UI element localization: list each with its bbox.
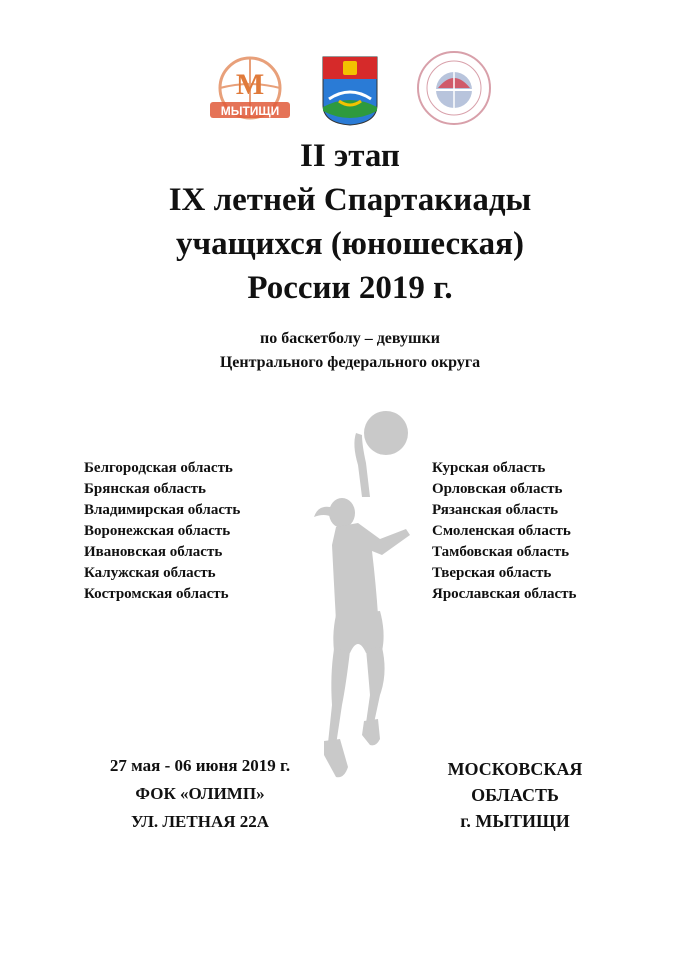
basketball-federation-logo-icon: [416, 50, 492, 126]
event-dates: 27 мая - 06 июня 2019 г.: [109, 756, 291, 775]
location-line-1: МОСКОВСКАЯ: [447, 759, 583, 779]
mytishchi-club-logo-icon: [206, 54, 294, 128]
subtitle-line-1: по баскетболу – девушки: [260, 330, 440, 347]
subtitle: [0, 327, 700, 375]
region-item: Смоленская область: [432, 523, 571, 539]
event-address: УЛ. ЛЕТНАЯ 22А: [130, 812, 270, 831]
region-item: Тверская область: [432, 565, 552, 581]
title-line-3: учащихся (юношеская): [176, 226, 524, 262]
location-line-3: г. МЫТИЩИ: [460, 811, 570, 831]
region-item: Брянская область: [84, 481, 206, 497]
region-item: Костромская область: [84, 586, 229, 602]
svg-text:М: М: [235, 68, 265, 101]
region-item: Ивановская область: [84, 544, 223, 560]
subtitle-line-2: Центрального федерального округа: [219, 354, 481, 371]
region-item: Белгородская область: [84, 460, 233, 476]
title-line-2: IX летней Спартакиады: [168, 182, 532, 218]
svg-text:МЫТИЩИ: МЫТИЩИ: [220, 104, 280, 118]
location-line-2: ОБЛАСТЬ: [471, 785, 559, 805]
region-item: Калужская область: [84, 565, 216, 581]
basketball-player-silhouette-icon: [296, 405, 426, 785]
region-item: Тамбовская область: [432, 544, 569, 560]
title-line-1: II этап: [300, 138, 400, 174]
region-item: Рязанская область: [432, 502, 558, 518]
main-title: [0, 134, 700, 310]
event-venue: ФОК «ОЛИМП»: [135, 784, 265, 803]
region-item: Ярославская область: [432, 586, 577, 602]
region-item: Курская область: [432, 460, 546, 476]
coat-of-arms-icon: [321, 55, 379, 127]
title-line-4: России 2019 г.: [247, 270, 453, 306]
regions-list-right: [432, 458, 576, 605]
region-item: Орловская область: [432, 481, 563, 497]
event-location: [410, 756, 620, 834]
region-item: Владимирская область: [84, 502, 241, 518]
region-item: Воронежская область: [84, 523, 231, 539]
event-info: [70, 752, 330, 836]
regions-list-left: [84, 458, 240, 605]
